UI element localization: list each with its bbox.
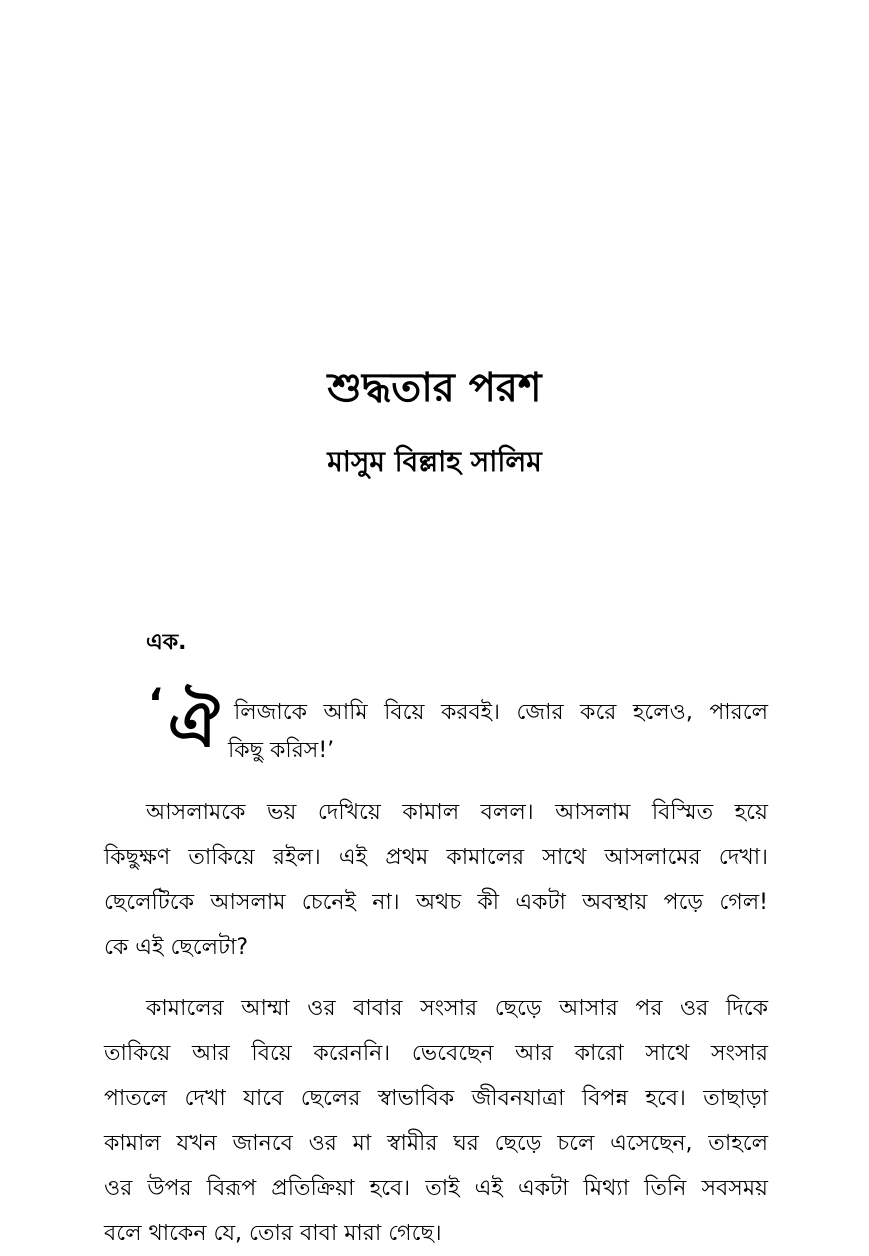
paragraph-line: ছেলেটিকে আসলাম চেনেই না। অথচ কী একটা অবস্থায় পড়ে গেল!	[104, 890, 768, 915]
paragraph-line: কামালের আম্মা ওর বাবার সংসার ছেড়ে আসার পর ওর দিকে	[146, 996, 768, 1021]
paragraph-line: কিছুক্ষণ তাকিয়ে রইল। এই প্রথম কামালের সাথে আসলামের দেখা।	[104, 845, 768, 870]
paragraph-line: কে এই ছেলেটা?	[104, 935, 249, 960]
paragraph-line: বলে থাকেন যে, তোর বাবা মারা গেছে।	[104, 1221, 442, 1246]
paragraph-line: আসলামকে ভয় দেখিয়ে কামাল বলল। আসলাম বিস্মিত হয়ে	[146, 800, 768, 825]
paragraph-line: ওর উপর বিরূপ প্রতিক্রিয়া হবে। তাই এই একটা মিথ্যা তিনি সবসময়	[104, 1176, 768, 1201]
paragraph-line: তাকিয়ে আর বিয়ে করেননি। ভেবেছেন আর কারো সাথে সংসার	[104, 1041, 768, 1066]
opening-paragraph	[142, 681, 768, 780]
chapter-heading: এক.	[146, 630, 187, 655]
body-paragraph-2	[104, 986, 768, 1256]
body-paragraph-1	[104, 790, 768, 970]
book-title: শুদ্ধতার পরশ	[327, 365, 542, 411]
opening-line-1: লিজাকে আমি বিয়ে করবই। জোর করে হলেও, পারলে	[234, 700, 768, 725]
opening-quote-mark: ‘	[148, 681, 164, 727]
paragraph-line: পাতলে দেখা যাবে ছেলের স্বাভাবিক জীবনযাত্রা বিপন্ন হবে। তাছাড়া	[104, 1086, 768, 1111]
opening-line-2: কিছু করিস!’	[228, 738, 335, 763]
paragraph-line: কামাল যখন জানবে ওর মা স্বামীর ঘর ছেড়ে চলে এসেছেন, তাহলে	[104, 1131, 768, 1156]
drop-cap-letter: ঐ	[168, 688, 220, 762]
author-name: মাসুম বিল্লাহ সালিম	[327, 445, 542, 478]
